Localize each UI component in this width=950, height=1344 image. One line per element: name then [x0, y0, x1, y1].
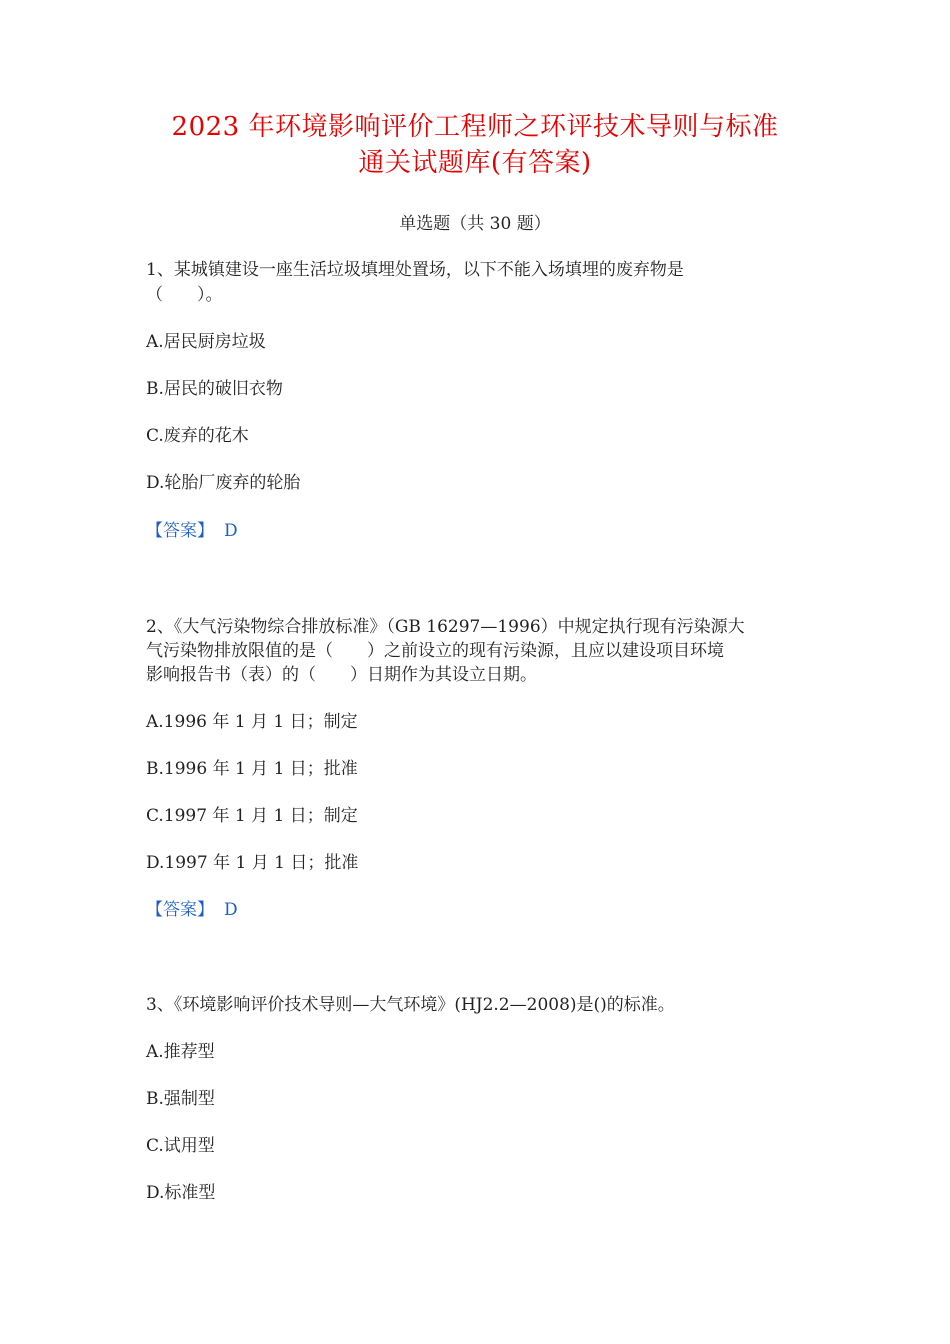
question-2-stem-line-1: 2、《大气污染物综合排放标准》（GB 16297—1996）中规定执行现有污染源大 — [146, 617, 745, 637]
question-1-stem-line-1: 1、某城镇建设一座生活垃圾填埋处置场，以下不能入场填埋的废弃物是 — [146, 260, 684, 280]
question-1-option-b: B.居民的破旧衣物 — [146, 379, 283, 399]
answer-label: 【答案】 — [146, 521, 214, 541]
question-2-stem-line-2: 气污染物排放限值的是（ ）之前设立的现有污染源，且应以建设项目环境 — [146, 641, 724, 661]
question-2-option-a: A.1996 年 1 月 1 日；制定 — [146, 712, 358, 732]
section-heading: 单选题（共 30 题） — [399, 214, 551, 234]
question-1-option-c: C.废弃的花木 — [146, 426, 249, 446]
document-title-line-1: 2023 年环境影响评价工程师之环评技术导则与标准 — [171, 112, 779, 142]
question-3-option-a: A.推荐型 — [146, 1042, 215, 1062]
document-title-line-2: 通关试题库(有答案) — [358, 148, 592, 178]
question-1-answer — [146, 519, 238, 543]
question-2-option-b: B.1996 年 1 月 1 日；批准 — [146, 759, 358, 779]
answer-value: D — [224, 521, 238, 541]
question-2-option-c: C.1997 年 1 月 1 日；制定 — [146, 806, 358, 826]
question-2-answer — [146, 898, 238, 922]
question-3-stem-line-1: 3、《环境影响评价技术导则—大气环境》(HJ2.2—2008)是()的标准。 — [146, 995, 675, 1015]
question-1-option-d: D.轮胎厂废弃的轮胎 — [146, 473, 301, 493]
question-1-option-a: A.居民厨房垃圾 — [146, 332, 266, 352]
question-3-option-d: D.标准型 — [146, 1183, 216, 1203]
question-1-stem-line-2: （ ）。 — [146, 285, 223, 305]
answer-value: D — [224, 900, 238, 920]
question-2-option-d: D.1997 年 1 月 1 日；批准 — [146, 853, 359, 873]
question-3-option-b: B.强制型 — [146, 1089, 215, 1109]
answer-label: 【答案】 — [146, 900, 214, 920]
question-3-option-c: C.试用型 — [146, 1136, 215, 1156]
question-2-stem-line-3: 影响报告书（表）的（ ）日期作为其设立日期。 — [146, 665, 537, 685]
